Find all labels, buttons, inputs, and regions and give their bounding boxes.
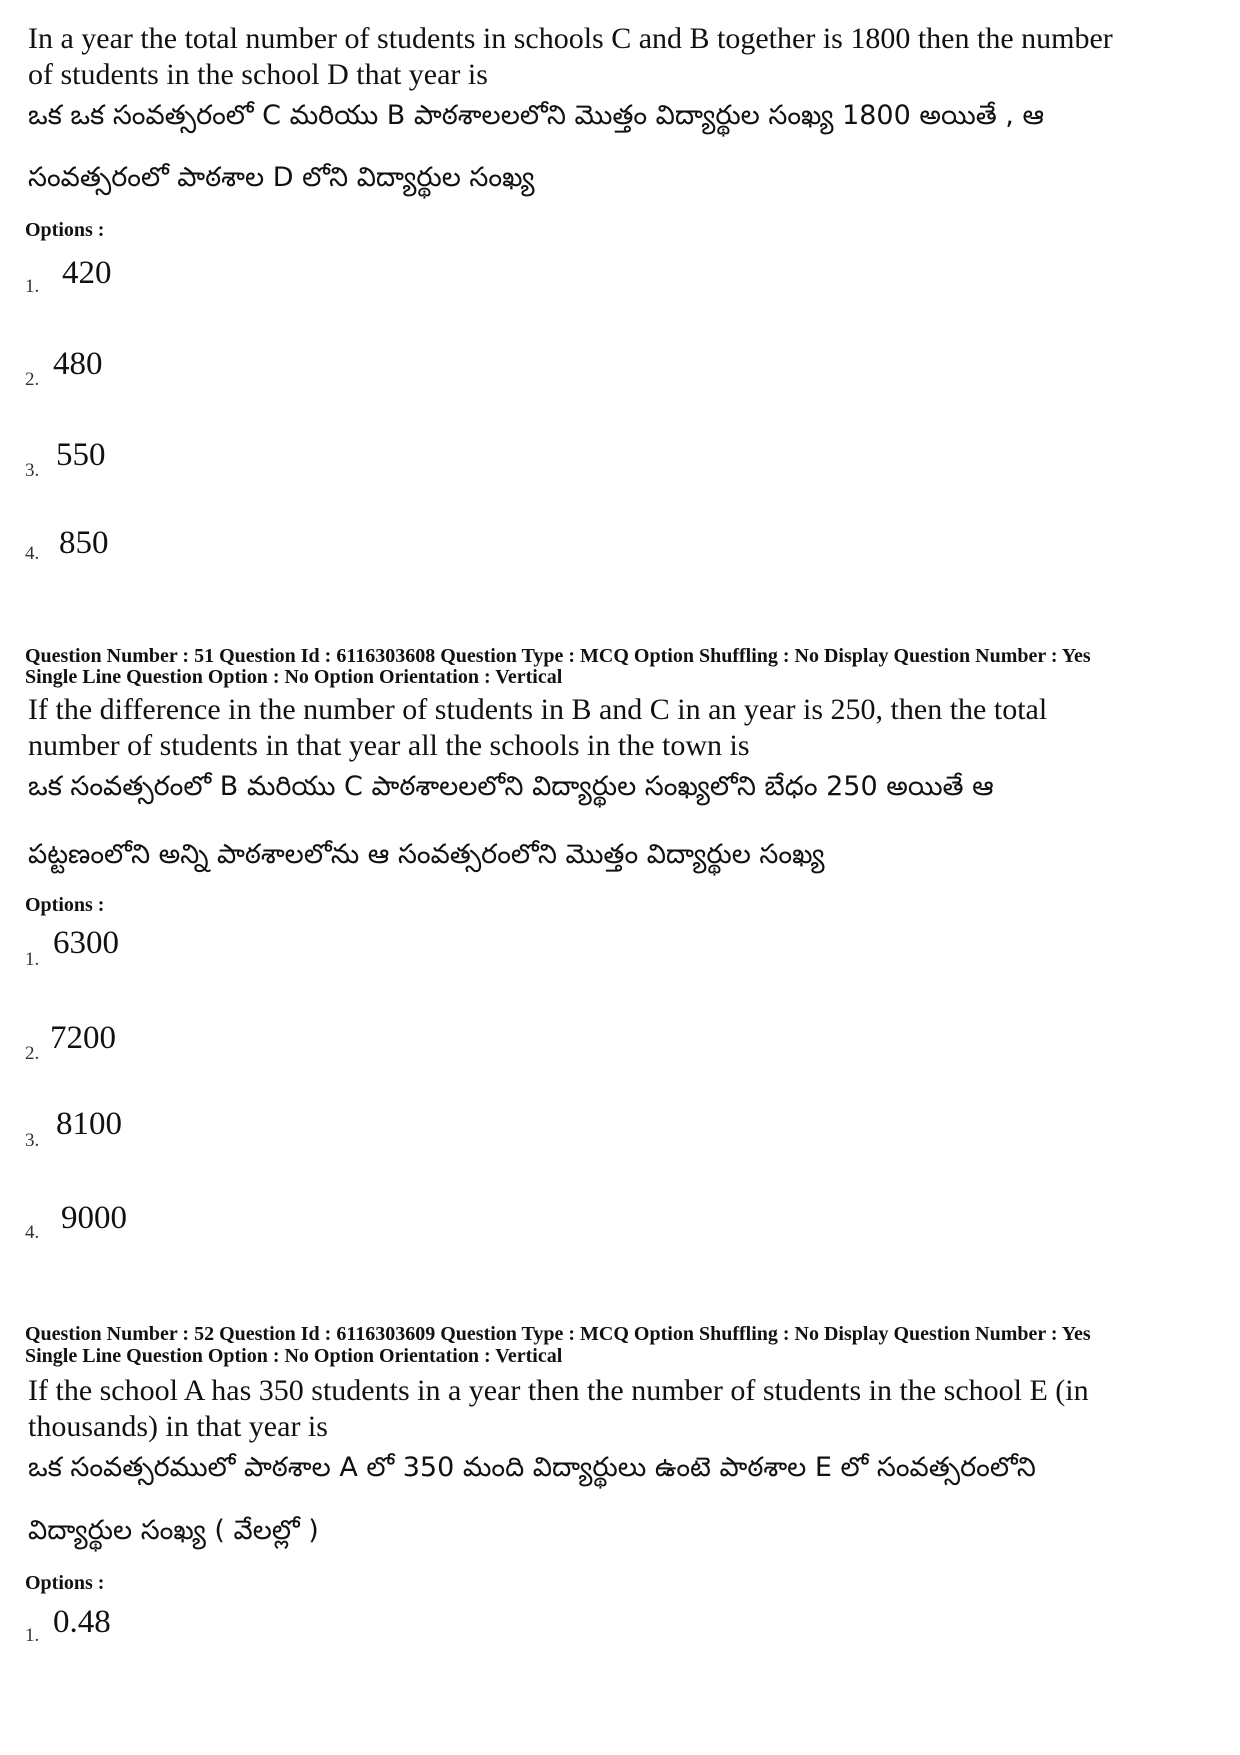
option-value: 9000 (61, 1200, 127, 1236)
option-value: 420 (62, 255, 112, 291)
question-text-en: If the school A has 350 students in a year then the number of students in the school E (in (28, 1374, 1089, 1407)
question-text-te: విద్యార్థుల సంఖ్య ( వేలల్లో ) (28, 1515, 319, 1546)
question-text-en: In a year the total number of students in schools C and B together is 1800 then the number (28, 22, 1113, 55)
question-text-en: number of students in that year all the schools in the town is (28, 729, 750, 762)
question-text-en: of students in the school D that year is (28, 58, 488, 91)
question-header: Single Line Question Option : No Option Orientation : Vertical (25, 1345, 563, 1367)
question-text-en: thousands) in that year is (28, 1410, 328, 1443)
question-text-en: If the difference in the number of students in B and C in an year is 250, then the total (28, 693, 1048, 726)
options-label: Options : (25, 894, 105, 916)
option-number: 1. (25, 276, 40, 297)
question-header: Question Number : 52 Question Id : 6116303609 Question Type : MCQ Option Shuffling : No Display Question Number : Yes (25, 1323, 1091, 1345)
question-header: Single Line Question Option : No Option Orientation : Vertical (25, 666, 563, 688)
options-label: Options : (25, 219, 105, 241)
option-value: 8100 (56, 1106, 122, 1142)
option-number: 1. (25, 949, 40, 970)
option-number: 4. (25, 543, 40, 564)
option-value: 6300 (53, 925, 119, 961)
option-number: 2. (25, 1043, 40, 1064)
question-text-te: ఒక సంవత్సరములో పాఠశాల A లో 350 మంది విద్యార్థులు ఉంటె పాఠశాల E లో సంవత్సరంలోని (28, 1452, 1036, 1483)
question-text-te: పట్టణంలోని అన్ని పాఠశాలలోను ఆ సంవత్సరంలోని మొత్తం విద్యార్థుల సంఖ్య (28, 839, 825, 870)
option-value: 850 (59, 525, 109, 561)
question-text-te: సంవత్సరంలో పాఠశాల D లోని విద్యార్థుల సంఖ్య (28, 162, 535, 193)
option-value: 7200 (50, 1020, 116, 1056)
options-label: Options : (25, 1572, 105, 1594)
question-text-te: ఒక సంవత్సరంలో B మరియు C పాఠశాలలలోని విద్యార్థుల సంఖ్యలోని బేధం 250 అయితే ఆ (28, 771, 994, 802)
option-number: 3. (25, 1130, 40, 1151)
option-value: 480 (53, 346, 103, 382)
question-text-te: ఒక ఒక సంవత్సరంలో C మరియు B పాఠశాలలలోని మొత్తం విద్యార్థుల సంఖ్య 1800 అయితే , ఆ (28, 100, 1044, 131)
option-number: 1. (25, 1625, 40, 1646)
option-number: 3. (25, 460, 40, 481)
question-header: Question Number : 51 Question Id : 6116303608 Question Type : MCQ Option Shuffling : No Display Question Number : Yes (25, 645, 1091, 667)
option-value: 0.48 (53, 1604, 111, 1640)
option-value: 550 (56, 437, 106, 473)
option-number: 2. (25, 369, 40, 390)
option-number: 4. (25, 1222, 40, 1243)
